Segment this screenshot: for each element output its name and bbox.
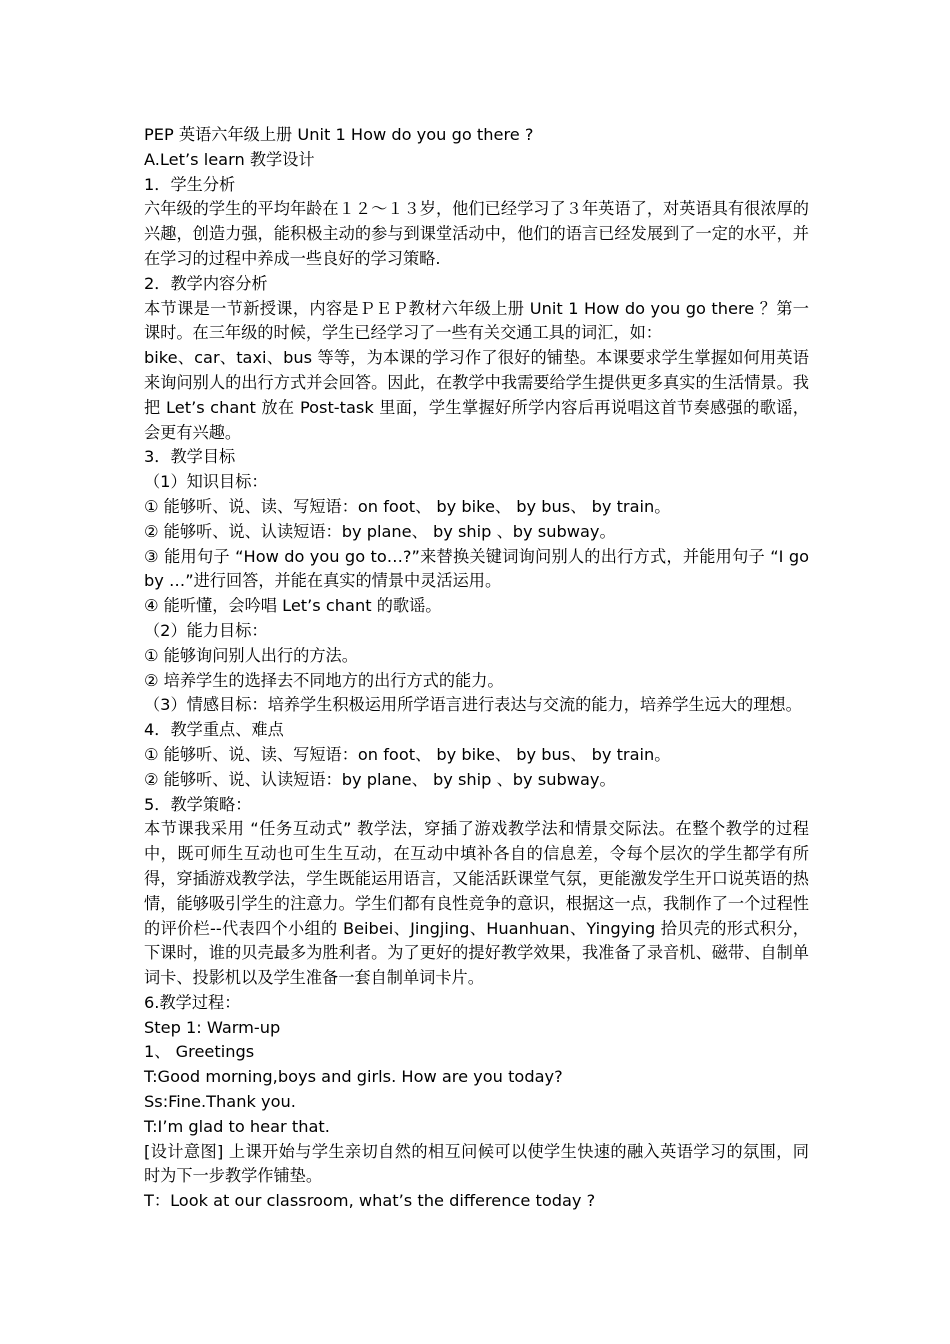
document-page	[144, 123, 815, 1214]
section-heading-content-analysis: 2．教学内容分析	[144, 273, 268, 293]
paragraph-content-analysis-2: bike、car、taxi、bus 等等，为本课的学习作了很好的铺垫。本课要求学生掌握如何用英语来询问别人的出行方式并会回答。因此，在教学中我需要给学生提供更多真实的生活情景。我把 Let’s chant 放在 Post-task 里面，学生掌握好所学内容后再说唱这首节奏感强的歌谣，会更有兴趣。	[144, 348, 809, 442]
paragraph-content-analysis-1: 本节课是一节新授课，内容是ＰＥＰ教材六年级上册 Unit 1 How do you go there ？第一课时。在三年级的时候，学生已经学习了一些有关交通工具的词汇，如：	[144, 298, 809, 343]
paragraph-emotion-objectives: （3）情感目标：培养学生积极运用所学语言进行表达与交流的能力，培养学生远大的理想。	[144, 695, 802, 715]
paragraph-strategy: 本节课我采用 “任务互动式” 教学法，穿插了游戏教学法和情景交际法。在整个教学的过程中，既可师生互动也可生生互动，在互动中填补各自的信息差，令每个层次的学生都学有所得，穿插游戏教学法，学生既能运用语言，又能活跃课堂气氛，更能激发学生开口说英语的热情，能够吸引学生的注意力。学生们都有良性竞争的意识，根据这一点，我制作了一个过程性的评价栏--代表四个小组的 Beibei、Jingjing、Huanhuan、Yingying 拾贝壳的形式积分，下课时，谁的贝壳最多为胜利者。为了更好的提好教学效果，我准备了录音机、磁带、自制单词卡、投影机以及学生准备一套自制单词卡片。	[144, 819, 809, 988]
section-heading-student-analysis: 1．学生分析	[144, 174, 236, 194]
paragraph-student-analysis: 六年级的学生的平均年龄在１２～１３岁，他们已经学习了３年英语了，对英语具有很浓厚的兴趣，创造力强，能积极主动的参与到课堂活动中，他们的语言已经发展到了一定的水平，并在学习的过程中养成一些良好的学习策略.	[144, 199, 809, 268]
list-item-knowledge-2: ② 能够听、说、认读短语：by plane、 by ship 、by subway。	[144, 521, 616, 541]
subheading-ability-objectives: （2）能力目标：	[144, 620, 268, 640]
section-heading-process: 6.教学过程：	[144, 992, 241, 1012]
paragraph-design-intent: [设计意图] 上课开始与学生亲切自然的相互问候可以使学生快速的融入英语学习的氛围，同时为下一步教学作铺垫。	[144, 1141, 809, 1186]
dialogue-line-students-1: Ss:Fine.Thank you.	[144, 1092, 296, 1112]
list-item-key-point-2: ② 能够听、说、认读短语：by plane、 by ship 、by subway。	[144, 769, 616, 789]
list-item-ability-2: ② 培养学生的选择去不同地方的出行方式的能力。	[144, 670, 504, 690]
dialogue-line-teacher-2: T:I’m glad to hear that.	[144, 1116, 330, 1136]
list-item-knowledge-1: ① 能够听、说、读、写短语：on foot、 by bike、 by bus、 by train。	[144, 496, 671, 516]
document-title: PEP 英语六年级上册 Unit 1 How do you go there ?	[144, 125, 534, 144]
list-item-knowledge-4: ④ 能听懂，会吟唱 Let’s chant 的歌谣。	[144, 596, 442, 616]
list-item-ability-1: ① 能够询问别人出行的方法。	[144, 645, 358, 665]
list-item-key-point-1: ① 能够听、说、读、写短语：on foot、 by bike、 by bus、 by train。	[144, 744, 671, 764]
document-subtitle: A.Let’s learn 教学设计	[144, 149, 315, 169]
step-heading-warm-up: Step 1: Warm-up	[144, 1017, 281, 1037]
list-item-knowledge-3: ③ 能用句子 “How do you go to…?”来替换关键词询问别人的出行方式，并能用句子 “I go by …”进行回答，并能在真实的情景中灵活运用。	[144, 546, 815, 591]
section-heading-key-points: 4．教学重点、难点	[144, 720, 284, 740]
list-item-greetings: 1、 Greetings	[144, 1042, 255, 1062]
dialogue-line-teacher-1: T:Good morning,boys and girls. How are you today?	[144, 1067, 563, 1087]
subheading-knowledge-objectives: （1）知识目标：	[144, 472, 268, 492]
section-heading-objectives: 3．教学目标	[144, 447, 236, 467]
dialogue-line-teacher-3: T：Look at our classroom, what’s the difference today ?	[144, 1191, 596, 1211]
section-heading-strategy: 5．教学策略：	[144, 794, 252, 814]
